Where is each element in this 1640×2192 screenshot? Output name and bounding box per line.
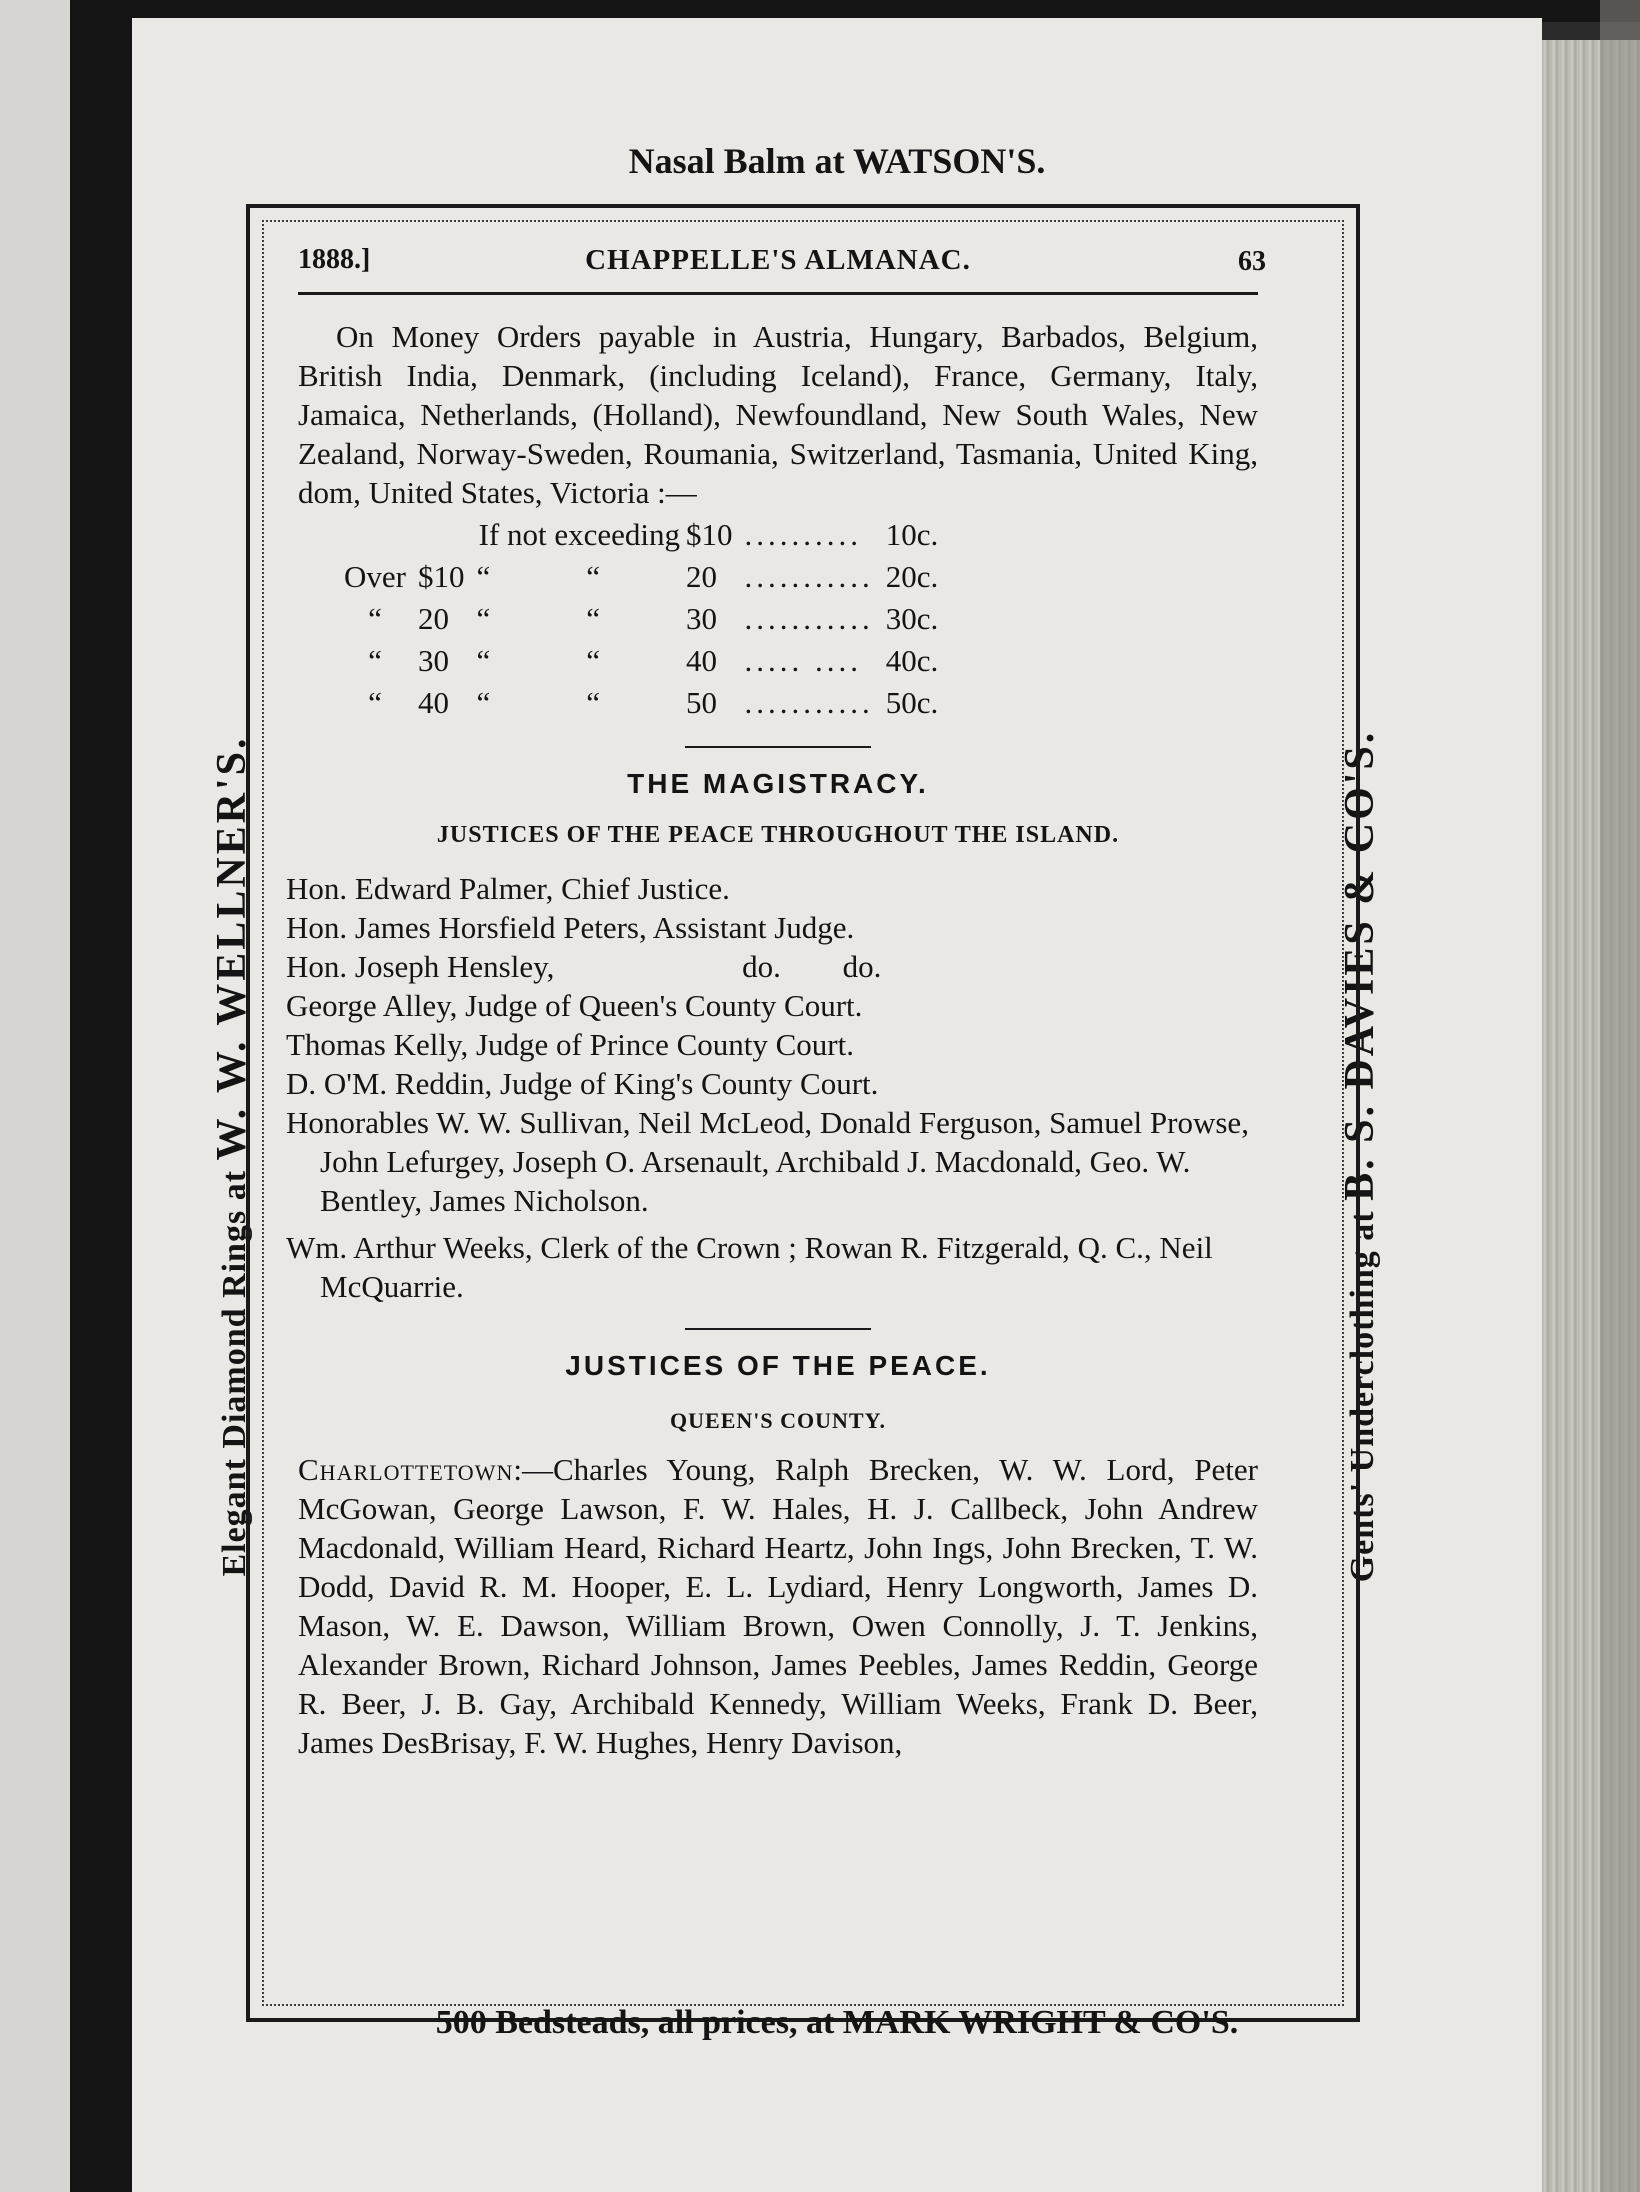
page-content [286, 230, 1266, 1762]
rate-prefix: Over [344, 559, 406, 594]
rate-row [338, 598, 944, 640]
rate-leader: ........... [744, 685, 874, 720]
ditto-mark: “ [476, 643, 491, 678]
magistrate-entry: Hon. James Horsfield Peters, Assistant Judge. [286, 910, 855, 945]
ditto-mark: “ [368, 685, 382, 720]
running-head [298, 230, 1266, 286]
justices-names: :—Charles Young, Ralph Brecken, W. W. Lord, Peter McGowan, George Lawson, F. W. Hales, H. J. Callbeck, John Andrew Macdonald, William Heard, Richard Heartz, John Ings, John Brecken, T. W. Dodd, David R. M. Hooper, E. L. Lydiard, Henry Longworth, James D. Mason, W. E. Dawson, William Brown, Owen Connolly, J. T. Jenkins, Alexander Brown, Richard Johnson, James Peebles, James Reddin, George R. Beer, J. B. Gay, Archibald Kennedy, William Weeks, Frank D. Beer, James DesBrisay, F. W. Hughes, Henry Davison, [298, 1452, 1258, 1760]
rate-amount: 50 [686, 685, 718, 720]
hensley-name: Hon. Joseph Hensley, [286, 949, 555, 984]
rate-leader: ........... [744, 601, 874, 636]
rate-from: 20 [417, 601, 449, 636]
rate-row [338, 514, 944, 556]
justices-title: JUSTICES OF THE PEACE. [565, 1350, 991, 1381]
rate-row [338, 682, 944, 724]
rate-amount: 20 [686, 559, 718, 594]
page-edges-shadow [1600, 0, 1640, 2192]
rate-leader: ........... [744, 559, 874, 594]
header-rule [298, 292, 1258, 295]
ditto-mark: “ [586, 559, 601, 594]
money-order-rates-table [338, 514, 944, 724]
rate-leader: .......... [744, 517, 863, 552]
magistrate-entry-hensley [286, 947, 1258, 986]
ditto-do: do. [842, 949, 882, 984]
section-divider [685, 1328, 871, 1330]
magistrate-entry: Hon. Edward Palmer, Chief Justice. [286, 871, 730, 906]
rate-row [338, 556, 944, 598]
ditto-mark: “ [586, 685, 601, 720]
rate-fee: 10c. [885, 517, 939, 552]
header-advertisement: Nasal Balm at WATSON'S. [628, 141, 1046, 181]
running-head-title: CHAPPELLE'S ALMANAC. [585, 244, 971, 276]
right-ad-text: Gents' Underclothing at [1344, 1210, 1381, 1583]
rate-fee: 30c. [885, 601, 939, 636]
rate-prefix: If not exceeding [478, 517, 681, 552]
magistracy-subtitle: JUSTICES OF THE PEACE THROUGHOUT THE ISLAND. [436, 822, 1120, 848]
ditto-mark: “ [476, 601, 491, 636]
section-divider [685, 746, 871, 748]
ditto-mark: “ [586, 643, 601, 678]
ditto-mark: “ [476, 685, 491, 720]
magistrate-entry: Honorables W. W. Sullivan, Neil McLeod, Donald Ferguson, Samuel Prowse, John Lefurgey, Joseph O. Arsenault, Archibald J. Macdonald, Geo. W. Bentley, James Nicholson. [286, 1105, 1249, 1218]
rate-from: 30 [417, 643, 449, 678]
page-number: 63 [1238, 246, 1266, 277]
rate-fee: 20c. [885, 559, 939, 594]
book-gutter [70, 0, 132, 2192]
page-frame [246, 204, 1360, 2022]
magistrate-entry: George Alley, Judge of Queen's County Court. [286, 988, 863, 1023]
rate-amount: $10 [686, 517, 733, 552]
ditto-mark: “ [476, 559, 491, 594]
rate-fee: 50c. [885, 685, 939, 720]
rate-leader: ..... .... [744, 643, 863, 678]
left-ad-text: Elegant Diamond Rings at [216, 1169, 253, 1577]
previous-page-edge [0, 0, 70, 2192]
rate-fee: 40c. [885, 643, 939, 678]
justices-list-charlottetown [298, 1450, 1258, 1762]
footer-advertisement: 500 Bedsteads, all prices, at MARK WRIGHT & CO'S. [435, 2004, 1239, 2041]
rate-from: 40 [417, 685, 449, 720]
county-title: QUEEN'S COUNTY. [670, 1408, 886, 1433]
ditto-do: do. [742, 949, 781, 984]
magistracy-title: THE MAGISTRACY. [627, 768, 929, 799]
right-ad-name: B. S. DAVIES & CO'S. [1337, 729, 1383, 1201]
left-ad-name: W. W. WELLNER'S. [209, 735, 255, 1161]
ditto-mark: “ [586, 601, 601, 636]
place-name: Charlottetown [298, 1452, 514, 1487]
magistrate-entry: Thomas Kelly, Judge of Prince County Court. [286, 1027, 854, 1062]
ditto-mark: “ [368, 643, 382, 678]
rate-from: $10 [417, 559, 465, 594]
running-head-year: 1888.] [298, 244, 371, 275]
rate-amount: 40 [686, 643, 718, 678]
money-orders-paragraph: On Money Orders payable in Austria, Hungary, Barbados, Belgium, British India, Denmark, (including Iceland), France, Germany, Italy, Jamaica, Netherlands, (Holland), Newfoundland, New South Wales, New Zealand, Norway-Sweden, Roumania, Switzerland, Tasmania, United King, dom, United States, Victoria :— [298, 319, 1258, 510]
rate-amount: 30 [686, 601, 718, 636]
magistrate-entry: Wm. Arthur Weeks, Clerk of the Crown ; Rowan R. Fitzgerald, Q. C., Neil McQuarrie. [286, 1230, 1213, 1304]
rate-row [338, 640, 944, 682]
ditto-mark: “ [368, 601, 382, 636]
magistrate-entry: D. O'M. Reddin, Judge of King's County Court. [286, 1066, 879, 1101]
